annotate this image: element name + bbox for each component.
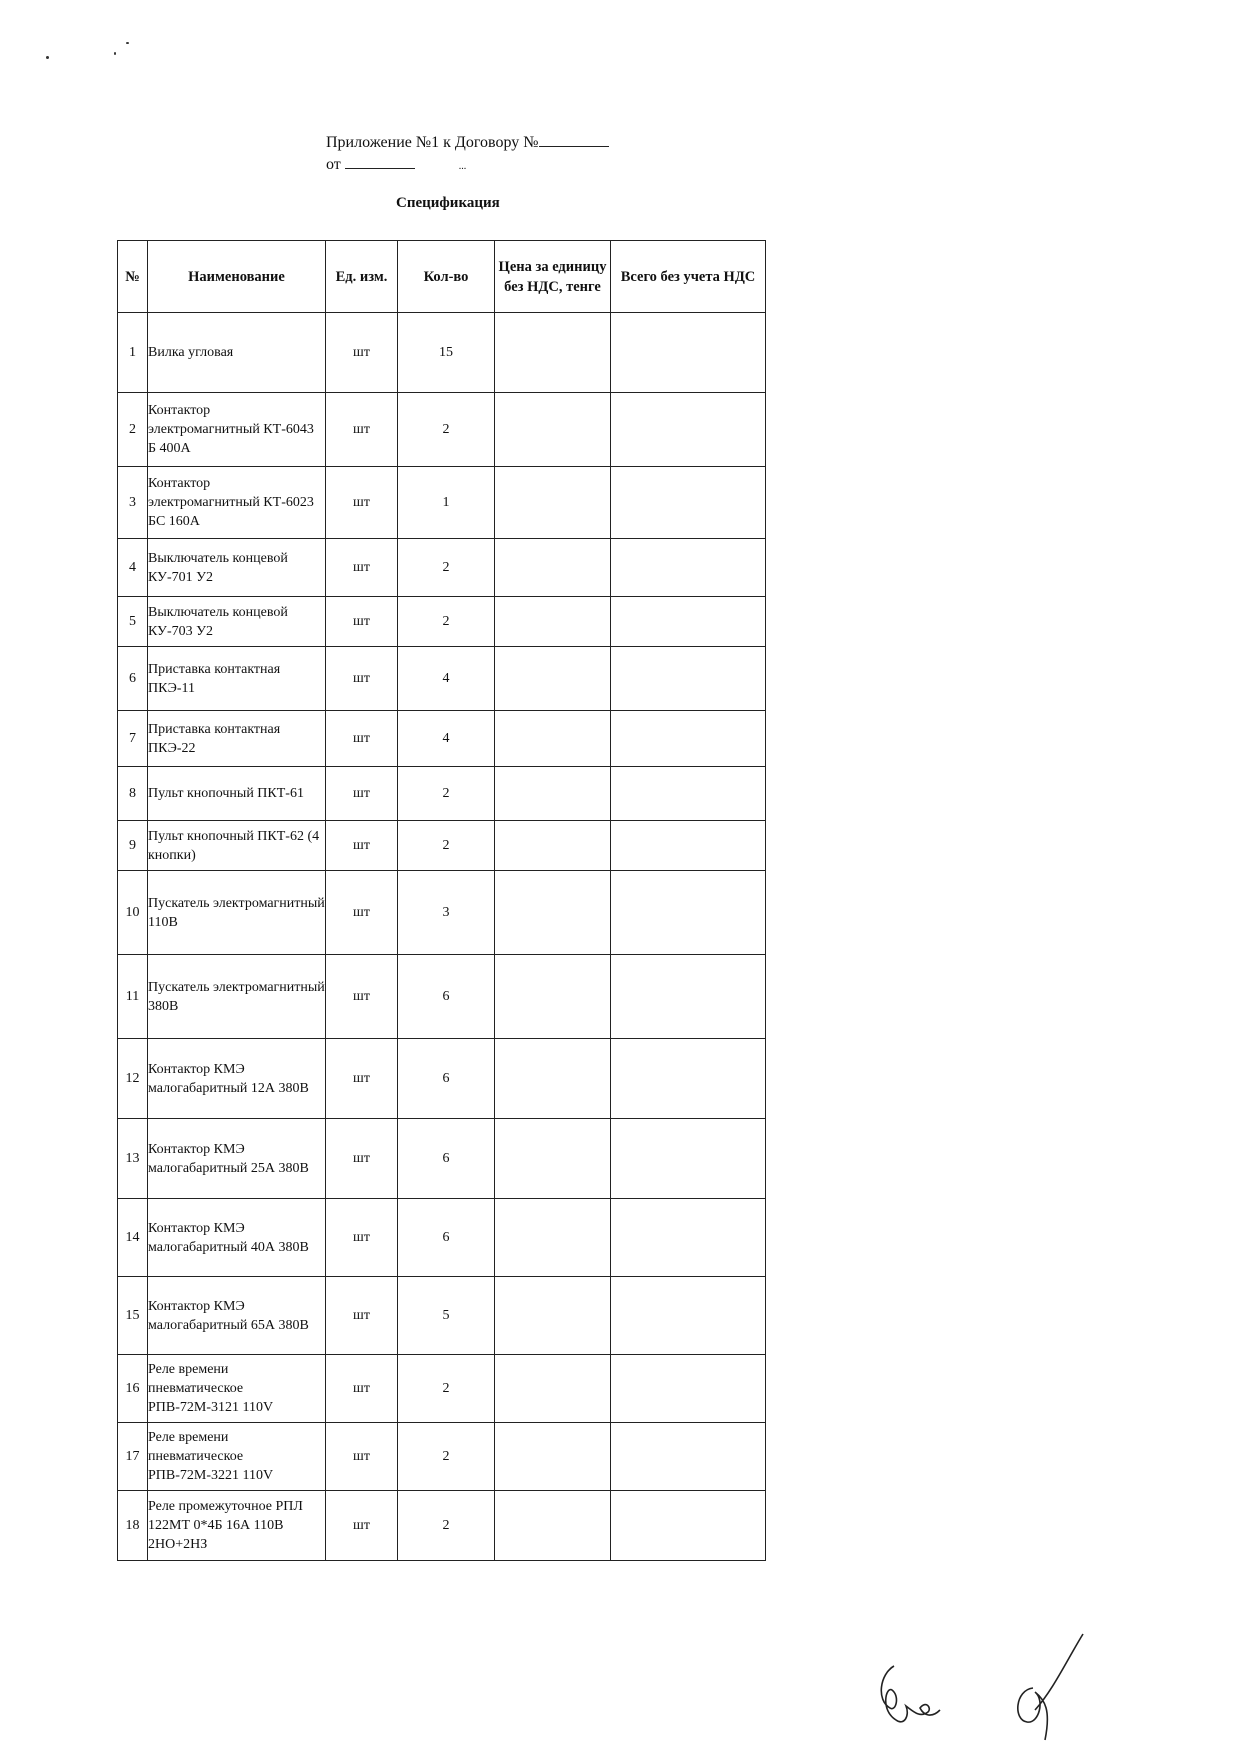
row-number: 1 <box>118 313 148 393</box>
table-row <box>118 539 766 597</box>
row-number: 6 <box>118 647 148 711</box>
unit-price-cell <box>495 539 611 597</box>
document-header <box>326 132 609 178</box>
scan-speck <box>114 52 116 55</box>
table-row <box>118 647 766 711</box>
item-quantity: 5 <box>398 1277 495 1355</box>
item-unit: шт <box>326 955 398 1039</box>
row-number: 11 <box>118 955 148 1039</box>
item-name: Приставка контактная ПКЭ-11 <box>148 647 326 711</box>
table-row <box>118 1119 766 1199</box>
item-quantity: 6 <box>398 1119 495 1199</box>
item-name: Пускатель электромагнитный 110В <box>148 871 326 955</box>
item-quantity: 2 <box>398 767 495 821</box>
row-number: 4 <box>118 539 148 597</box>
item-unit: шт <box>326 821 398 871</box>
total-cell <box>611 1277 766 1355</box>
item-quantity: 1 <box>398 467 495 539</box>
total-cell <box>611 647 766 711</box>
row-number: 3 <box>118 467 148 539</box>
appendix-label: Приложение №1 к Договору № <box>326 134 539 151</box>
item-quantity: 2 <box>398 1491 495 1561</box>
table-body <box>118 313 766 1561</box>
unit-price-cell <box>495 767 611 821</box>
row-number: 12 <box>118 1039 148 1119</box>
item-unit: шт <box>326 1039 398 1119</box>
total-cell <box>611 1423 766 1491</box>
total-cell <box>611 871 766 955</box>
unit-price-cell <box>495 711 611 767</box>
item-unit: шт <box>326 1119 398 1199</box>
item-quantity: 2 <box>398 597 495 647</box>
item-name: Пульт кнопочный ПКТ-61 <box>148 767 326 821</box>
total-cell <box>611 1039 766 1119</box>
table-row <box>118 821 766 871</box>
col-qty-header: Кол-во <box>398 241 495 313</box>
table-row <box>118 393 766 467</box>
unit-price-cell <box>495 393 611 467</box>
table-row <box>118 767 766 821</box>
scan-speck <box>46 56 49 59</box>
total-cell <box>611 1491 766 1561</box>
item-name: Контактор электромагнитный КТ-6043 Б 400А <box>148 393 326 467</box>
unit-price-cell <box>495 955 611 1039</box>
total-cell <box>611 467 766 539</box>
col-name-header: Наименование <box>148 241 326 313</box>
page-title: Спецификация <box>396 195 500 211</box>
item-unit: шт <box>326 597 398 647</box>
date-blank <box>345 154 415 169</box>
unit-price-cell <box>495 1491 611 1561</box>
item-name: Контактор КМЭ малогабаритный 65А 380В <box>148 1277 326 1355</box>
unit-price-cell <box>495 821 611 871</box>
item-unit: шт <box>326 647 398 711</box>
item-unit: шт <box>326 467 398 539</box>
unit-price-cell <box>495 1119 611 1199</box>
item-name: Пульт кнопочный ПКТ-62 (4 кнопки) <box>148 821 326 871</box>
table-row <box>118 711 766 767</box>
row-number: 18 <box>118 1491 148 1561</box>
item-name: Выключатель концевой КУ-703 У2 <box>148 597 326 647</box>
item-unit: шт <box>326 313 398 393</box>
item-name: Реле времени пневматическое РПВ-72М-3121 110V <box>148 1355 326 1423</box>
item-quantity: 2 <box>398 1355 495 1423</box>
row-number: 8 <box>118 767 148 821</box>
contract-number-blank <box>539 132 609 147</box>
item-name: Контактор КМЭ малогабаритный 40А 380В <box>148 1199 326 1277</box>
item-unit: шт <box>326 1355 398 1423</box>
row-number: 15 <box>118 1277 148 1355</box>
row-number: 9 <box>118 821 148 871</box>
item-name: Выключатель концевой КУ-701 У2 <box>148 539 326 597</box>
col-total-header: Всего без учета НДС <box>611 241 766 313</box>
specification-table <box>117 240 766 1561</box>
total-cell <box>611 955 766 1039</box>
item-quantity: 2 <box>398 539 495 597</box>
total-cell <box>611 767 766 821</box>
row-number: 5 <box>118 597 148 647</box>
item-unit: шт <box>326 1491 398 1561</box>
item-quantity: 6 <box>398 1039 495 1119</box>
unit-price-cell <box>495 1039 611 1119</box>
table-row <box>118 1277 766 1355</box>
item-name: Приставка контактная ПКЭ-22 <box>148 711 326 767</box>
item-quantity: 4 <box>398 711 495 767</box>
item-unit: шт <box>326 767 398 821</box>
item-name: Контактор электромагнитный КТ-6023 БС 160А <box>148 467 326 539</box>
date-line <box>326 154 609 178</box>
item-name: Пускатель электромагнитный 380В <box>148 955 326 1039</box>
total-cell <box>611 1119 766 1199</box>
row-number: 2 <box>118 393 148 467</box>
item-quantity: 2 <box>398 393 495 467</box>
total-cell <box>611 1355 766 1423</box>
table-row <box>118 871 766 955</box>
table-row <box>118 313 766 393</box>
date-label: от <box>326 156 341 173</box>
item-unit: шт <box>326 871 398 955</box>
col-unit-price-header: Цена за единицу без НДС, тенге <box>495 241 611 313</box>
unit-price-cell <box>495 1355 611 1423</box>
row-number: 14 <box>118 1199 148 1277</box>
item-name: Реле времени пневматическое РПВ-72М-3221 110V <box>148 1423 326 1491</box>
item-unit: шт <box>326 711 398 767</box>
item-quantity: 4 <box>398 647 495 711</box>
row-number: 13 <box>118 1119 148 1199</box>
table-row <box>118 1199 766 1277</box>
col-unit-header: Ед. изм. <box>326 241 398 313</box>
scan-speck <box>126 42 129 44</box>
unit-price-cell <box>495 871 611 955</box>
item-unit: шт <box>326 539 398 597</box>
total-cell <box>611 539 766 597</box>
total-cell <box>611 313 766 393</box>
row-number: 16 <box>118 1355 148 1423</box>
item-quantity: 2 <box>398 821 495 871</box>
table-row <box>118 1039 766 1119</box>
table-row <box>118 597 766 647</box>
appendix-line <box>326 132 609 154</box>
row-number: 7 <box>118 711 148 767</box>
unit-price-cell <box>495 1277 611 1355</box>
unit-price-cell <box>495 313 611 393</box>
item-unit: шт <box>326 1423 398 1491</box>
table-row <box>118 955 766 1039</box>
table-row <box>118 1355 766 1423</box>
item-name: Контактор КМЭ малогабаритный 12А 380В <box>148 1039 326 1119</box>
total-cell <box>611 711 766 767</box>
item-name: Вилка угловая <box>148 313 326 393</box>
item-quantity: 3 <box>398 871 495 955</box>
item-quantity: 15 <box>398 313 495 393</box>
item-quantity: 6 <box>398 1199 495 1277</box>
row-number: 17 <box>118 1423 148 1491</box>
total-cell <box>611 821 766 871</box>
col-number-header: № <box>118 241 148 313</box>
total-cell <box>611 393 766 467</box>
item-name: Контактор КМЭ малогабаритный 25А 380В <box>148 1119 326 1199</box>
row-number: 10 <box>118 871 148 955</box>
unit-price-cell <box>495 1199 611 1277</box>
unit-price-cell <box>495 647 611 711</box>
date-tail: ... <box>458 161 467 172</box>
item-unit: шт <box>326 1277 398 1355</box>
unit-price-cell <box>495 597 611 647</box>
table-row <box>118 1491 766 1561</box>
total-cell <box>611 1199 766 1277</box>
signature-mark <box>1005 1630 1095 1750</box>
total-cell <box>611 597 766 647</box>
table-row <box>118 1423 766 1491</box>
item-name: Реле промежуточное РПЛ 122МТ 0*4Б 16А 110В 2НО+2НЗ <box>148 1491 326 1561</box>
item-quantity: 6 <box>398 955 495 1039</box>
unit-price-cell <box>495 467 611 539</box>
table-row <box>118 467 766 539</box>
unit-price-cell <box>495 1423 611 1491</box>
item-unit: шт <box>326 393 398 467</box>
item-quantity: 2 <box>398 1423 495 1491</box>
item-unit: шт <box>326 1199 398 1277</box>
header-row <box>118 241 766 313</box>
signature-mark <box>870 1660 960 1740</box>
